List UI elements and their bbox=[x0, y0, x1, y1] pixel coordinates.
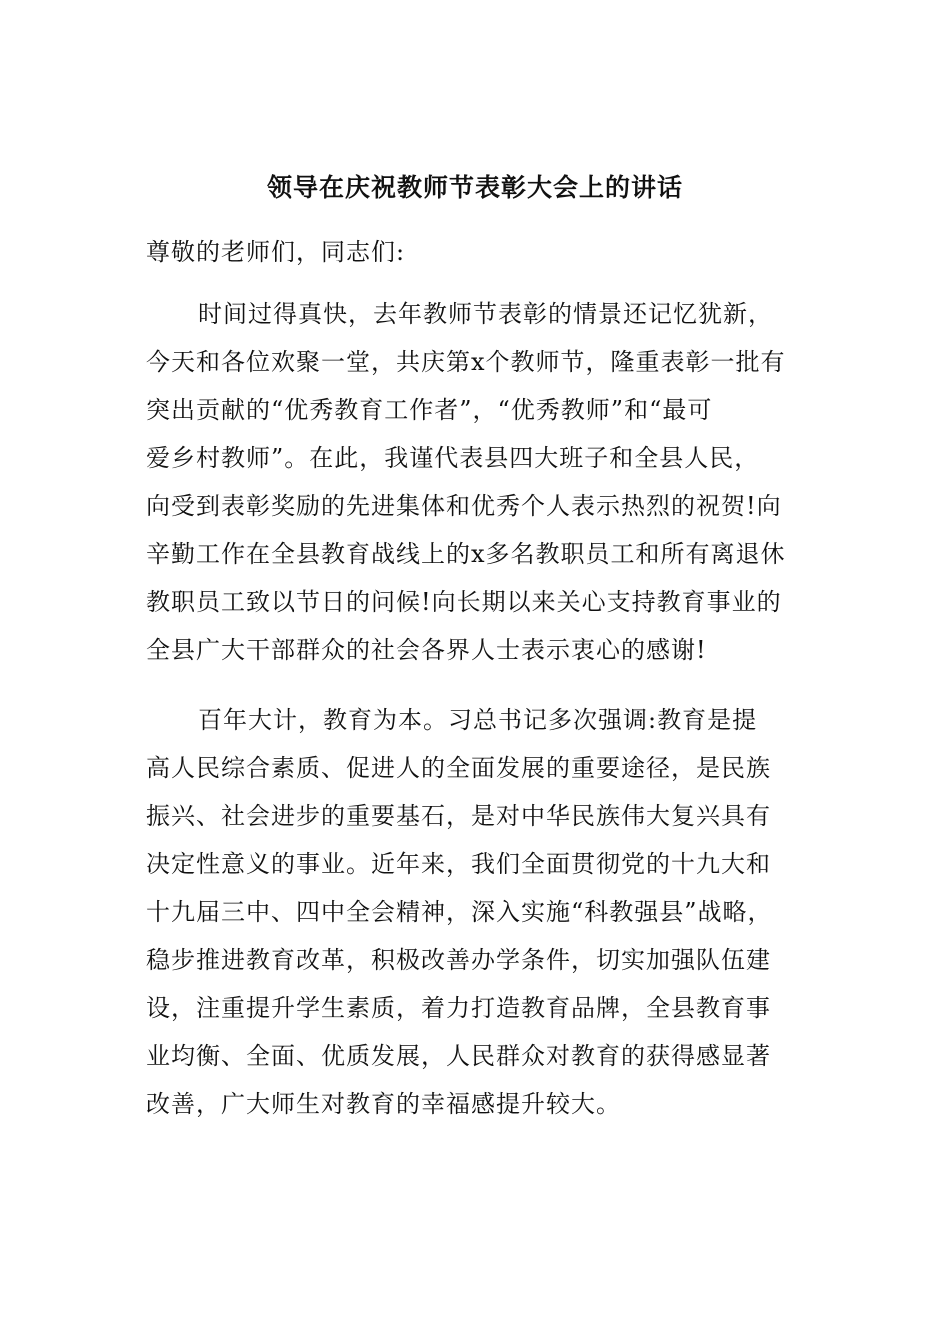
text-line: 时间过得真快，去年教师节表彰的情景还记忆犹新， bbox=[198, 300, 773, 328]
text-line: 向受到表彰奖励的先进集体和优秀个人表示热烈的祝贺!向 bbox=[146, 492, 782, 520]
paragraph-2 bbox=[146, 696, 816, 1128]
document-title: 领导在庆祝教师节表彰大会上的讲话 bbox=[266, 173, 683, 202]
text-line: 改善，广大师生对教育的幸福感提升较大。 bbox=[146, 1090, 621, 1118]
text-line: 突出贡献的“优秀教育工作者”，“优秀教师”和“最可 bbox=[146, 396, 713, 424]
text-line: 今天和各位欢聚一堂，共庆第x个教师节，隆重表彰一批有 bbox=[146, 348, 786, 376]
text-line: 振兴、社会进步的重要基石，是对中华民族伟大复兴具有 bbox=[146, 802, 771, 830]
text-line: 稳步推进教育改革，积极改善办学条件，切实加强队伍建 bbox=[146, 946, 771, 974]
text-line: 决定性意义的事业。近年来，我们全面贯彻党的十九大和 bbox=[146, 850, 771, 878]
text-line: 爱乡村教师”。在此，我谨代表县四大班子和全县人民， bbox=[146, 444, 760, 472]
text-line: 业均衡、全面、优质发展，人民群众对教育的获得感显著 bbox=[146, 1042, 771, 1070]
text-line: 设，注重提升学生素质，着力打造教育品牌，全县教育事 bbox=[146, 994, 771, 1022]
paragraph-1 bbox=[146, 290, 816, 674]
text-line: 全县广大干部群众的社会各界人士表示衷心的感谢! bbox=[146, 636, 707, 664]
text-line: 十九届三中、四中全会精神，深入实施“科教强县”战略， bbox=[146, 898, 773, 926]
text-line: 高人民综合素质、促进人的全面发展的重要途径，是民族 bbox=[146, 754, 771, 782]
text-line: 教职员工致以节日的问候!向长期以来关心支持教育事业的 bbox=[146, 588, 782, 616]
salutation: 尊敬的老师们，同志们: bbox=[146, 238, 406, 266]
text-line: 辛勤工作在全县教育战线上的x多名教职员工和所有离退休 bbox=[146, 540, 786, 568]
text-line: 百年大计，教育为本。习总书记多次强调:教育是提 bbox=[198, 706, 758, 734]
